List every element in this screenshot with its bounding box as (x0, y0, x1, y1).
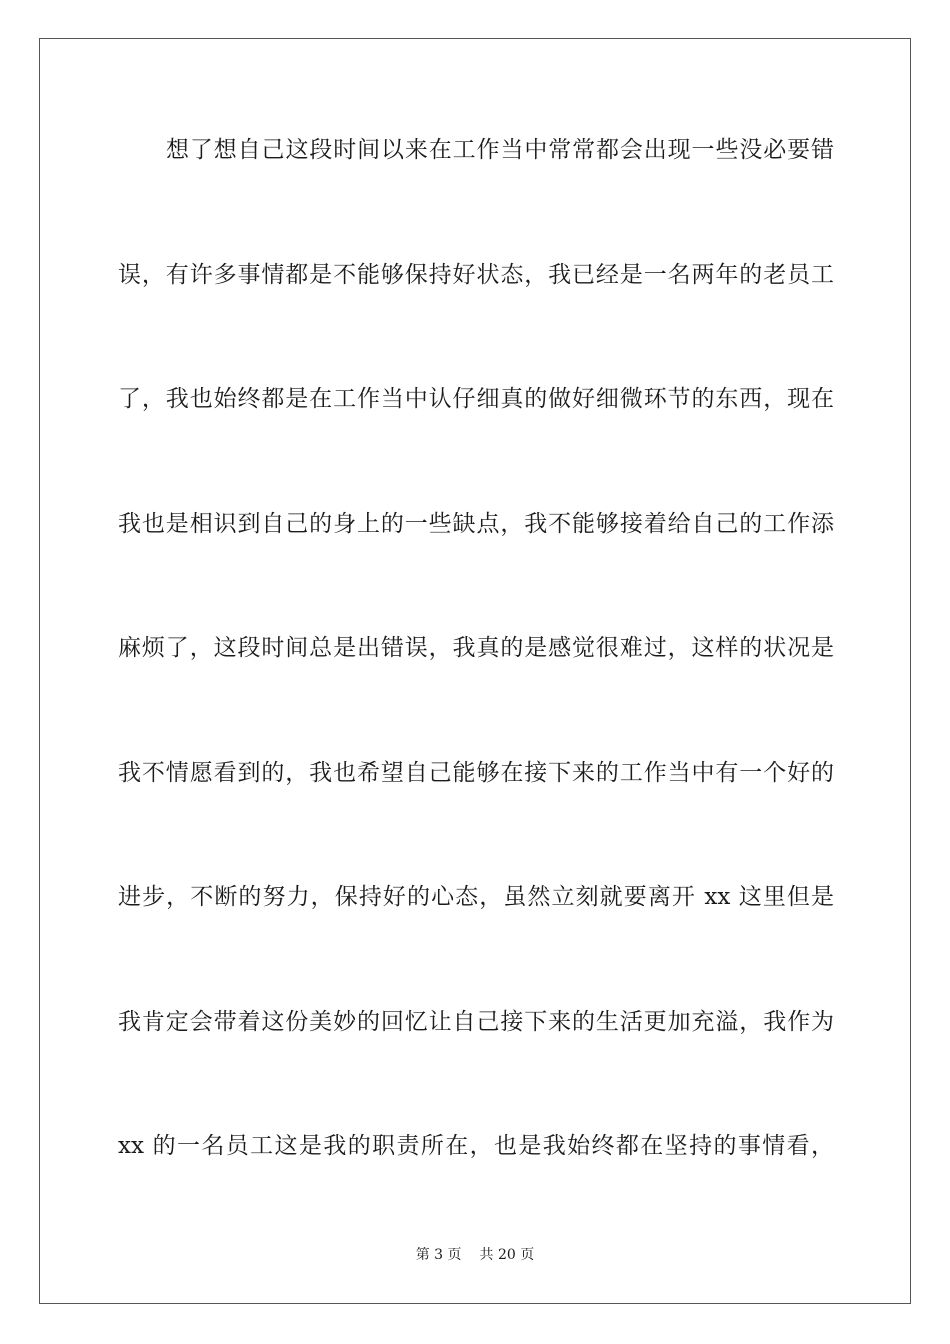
page-total: 共 20 页 (479, 1247, 535, 1263)
page-number: 第 3 页 (415, 1247, 462, 1263)
paragraph-line-9: xx 的一名员工这是我的职责所在，也是我始终都在坚持的事情看， (118, 1133, 834, 1159)
paragraph-line-8: 我肯定会带着这份美妙的回忆让自己接下来的生活更加充溢，我作为 (118, 1009, 834, 1035)
paragraph-line-2: 误，有许多事情都是不能够保持好状态，我已经是一名两年的老员工 (118, 262, 834, 288)
paragraph-line-5: 麻烦了，这段时间总是出错误，我真的是感觉很难过，这样的状况是 (118, 635, 834, 661)
paragraph-line-6: 我不情愿看到的，我也希望自己能够在接下来的工作当中有一个好的 (118, 760, 834, 786)
paragraph-line-7: 进步，不断的努力，保持好的心态，虽然立刻就要离开 xx 这里但是 (118, 884, 834, 910)
paragraph-line-3: 了，我也始终都是在工作当中认仔细真的做好细微环节的东西，现在 (118, 386, 834, 412)
paragraph-line-4: 我也是相识到自己的身上的一些缺点，我不能够接着给自己的工作添 (118, 511, 834, 537)
paragraph-line-1: 想了想自己这段时间以来在工作当中常常都会出现一些没必要错 (166, 137, 834, 163)
page-footer (0, 1245, 950, 1265)
page-border (39, 38, 911, 1304)
